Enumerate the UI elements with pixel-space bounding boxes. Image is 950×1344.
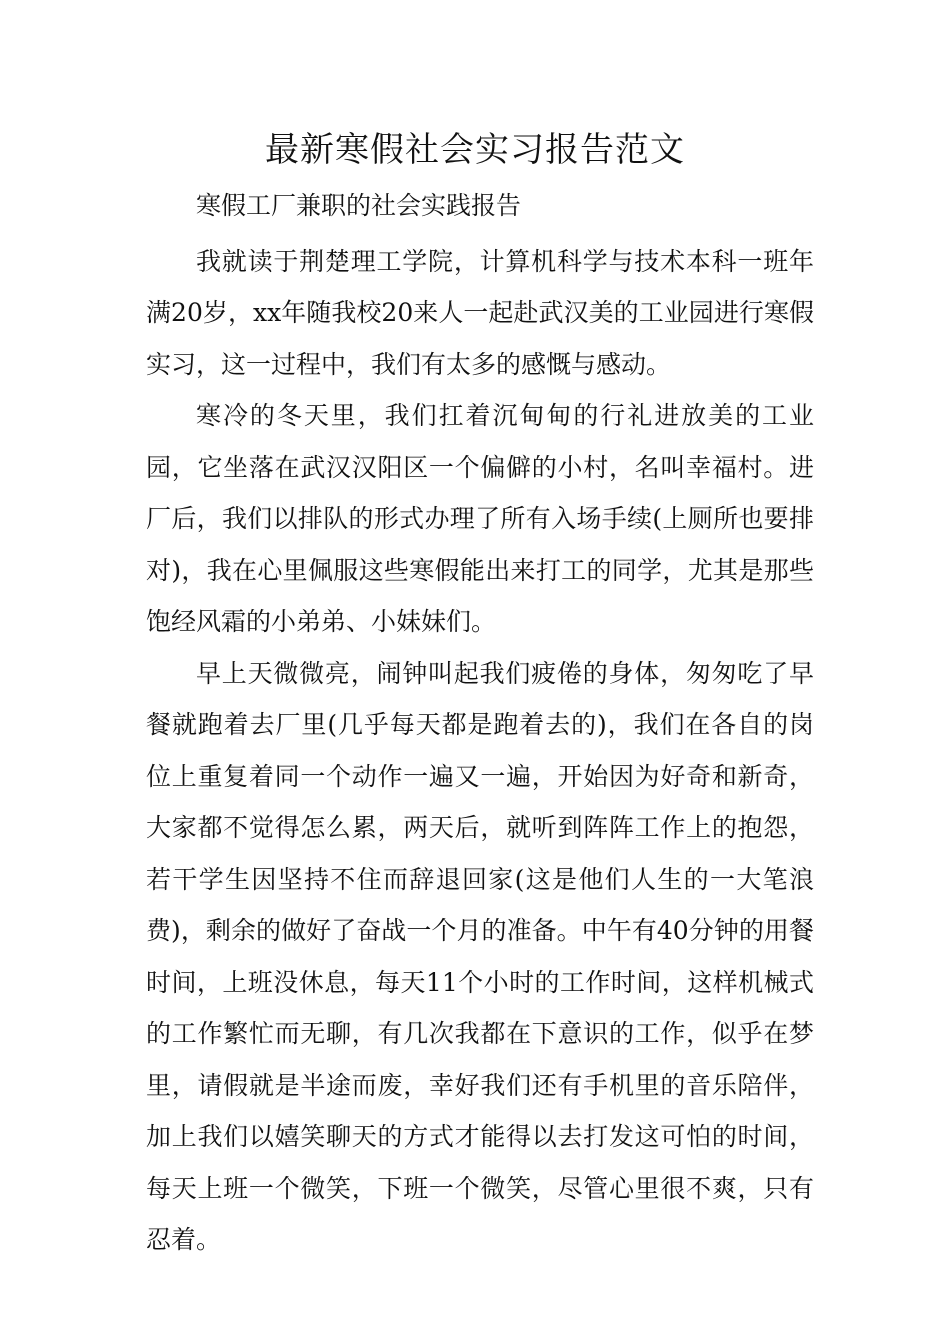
paragraph-1: 我就读于荆楚理工学院，计算机科学与技术本科一班年满20岁，xx年随我校20来人一起赴武汉美的工业园进行寒假实习，这一过程中，我们有太多的感慨与感动。 [146, 246, 814, 379]
document-body [146, 180, 814, 1266]
paragraph-3: 早上天微微亮，闹钟叫起我们疲倦的身体，匆匆吃了早餐就跑着去厂里(几乎每天都是跑着去的)，我们在各自的岗位上重复着同一个动作一遍又一遍，开始因为好奇和新奇，大家都不觉得怎么累，两天后，就听到阵阵工作上的抱怨，若干学生因坚持不住而辞退回家(这是他们人生的一大笔浪费)，剩余的做好了奋战一个月的准备。中午有40分钟的用餐时间，上班没休息，每天11个小时的工作时间，这样机械式的工作繁忙而无聊，有几次我都在下意识的工作，似乎在梦里，请假就是半途而废，幸好我们还有手机里的音乐陪伴，加上我们以嬉笑聊天的方式才能得以去打发这可怕的时间，每天上班一个微笑，下班一个微笑，尽管心里很不爽，只有忍着。 [146, 658, 814, 1254]
document-title: 最新寒假社会实习报告范文 [265, 130, 685, 170]
paragraph-2: 寒冷的冬天里，我们扛着沉甸甸的行礼进放美的工业园，它坐落在武汉汉阳区一个偏僻的小村，名叫幸福村。进厂后，我们以排队的形式办理了所有入场手续(上厕所也要排对)，我在心里佩服这些寒假能出来打工的同学，尤其是那些饱经风霜的小弟弟、小妹妹们。 [146, 401, 814, 636]
document-subtitle: 寒假工厂兼职的社会实践报告 [196, 191, 522, 220]
